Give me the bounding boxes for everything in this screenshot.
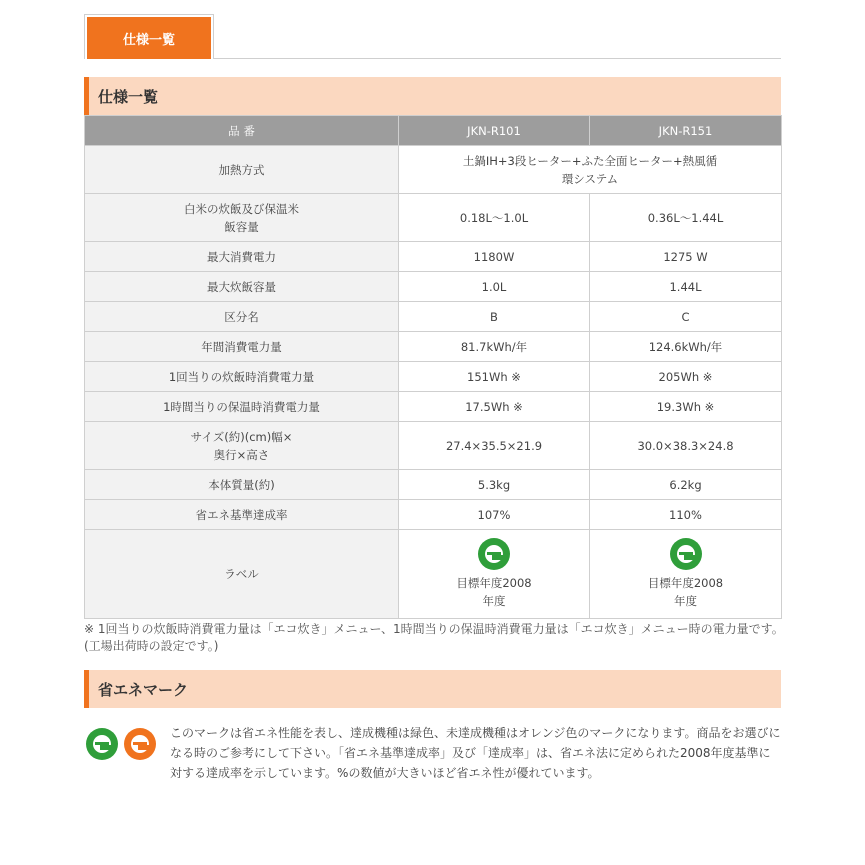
header-jkn-r101: JKN-R101: [399, 116, 590, 146]
row-label: 1時間当りの保温時消費電力量: [85, 392, 399, 422]
header-model: 品 番: [85, 116, 399, 146]
table-cell: 5.3kg: [399, 470, 590, 500]
tab-spec-list[interactable]: [84, 14, 214, 59]
table-cell: 205Wh ※: [590, 362, 782, 392]
table-row: [85, 530, 782, 619]
table-cell: 81.7kWh/年: [399, 332, 590, 362]
table-cell: 6.2kg: [590, 470, 782, 500]
eco-e-mark-icon: [670, 538, 702, 570]
row-label: 最大炊飯容量: [85, 272, 399, 302]
table-row: [85, 146, 782, 194]
table-row: [85, 500, 782, 530]
eco-marks: [86, 728, 161, 762]
row-label: ラベル: [85, 530, 399, 619]
table-cell: 19.3Wh ※: [590, 392, 782, 422]
table-row: [85, 194, 782, 242]
row-label: 白米の炊飯及び保温米飯容量: [85, 194, 399, 242]
table-row: [85, 242, 782, 272]
row-label: サイズ(約)(cm)幅×奥行×高さ: [85, 422, 399, 470]
table-cell: C: [590, 302, 782, 332]
tab-label: 仕様一覧: [87, 17, 211, 59]
table-row: [85, 272, 782, 302]
row-label: 省エネ基準達成率: [85, 500, 399, 530]
footnote: ※ 1回当りの炊飯時消費電力量は「エコ炊き」メニュー、1時間当りの保温時消費電力量は「エコ炊き」メニュー時の電力量です。(工場出荷時の設定です。): [84, 622, 784, 653]
table-cell: B: [399, 302, 590, 332]
table-cell: 1180W: [399, 242, 590, 272]
table-cell: [590, 530, 782, 619]
table-cell: 110%: [590, 500, 782, 530]
table-cell: 1.44L: [590, 272, 782, 302]
label-target-year: 目標年度2008年度: [647, 576, 724, 608]
eco-e-mark-icon: [478, 538, 510, 570]
table-cell: 124.6kWh/年: [590, 332, 782, 362]
table-cell: [399, 530, 590, 619]
table-cell: 1275 W: [590, 242, 782, 272]
row-label: 加熱方式: [85, 146, 399, 194]
table-cell: 30.0×38.3×24.8: [590, 422, 782, 470]
table-cell: 0.36L～1.44L: [590, 194, 782, 242]
table-header-row: [85, 116, 782, 146]
table-cell: 27.4×35.5×21.9: [399, 422, 590, 470]
table-row: [85, 470, 782, 500]
eco-mark-description: このマークは省エネ性能を表し、達成機種は緑色、未達成機種はオレンジ色のマークになります。商品をお選びになる時のご参考にして下さい。「省エネ基準達成率」及び「達成率」は、省エネ法に定められた2008年度基準に対する達成率を示しています。%の数値が大きいほど省エネ性が優れています。: [170, 726, 781, 780]
row-label: 本体質量(約): [85, 470, 399, 500]
table-cell: 107%: [399, 500, 590, 530]
table-row: [85, 302, 782, 332]
table-row: [85, 392, 782, 422]
row-label: 1回当りの炊飯時消費電力量: [85, 362, 399, 392]
table-cell: 151Wh ※: [399, 362, 590, 392]
table-cell: 1.0L: [399, 272, 590, 302]
header-jkn-r151: JKN-R151: [590, 116, 782, 146]
table-cell: 17.5Wh ※: [399, 392, 590, 422]
spec-table: [84, 115, 782, 619]
row-label: 年間消費電力量: [85, 332, 399, 362]
table-cell: 0.18L～1.0L: [399, 194, 590, 242]
table-row: [85, 362, 782, 392]
eco-section-title: 省エネマーク: [84, 670, 781, 708]
table-row: [85, 332, 782, 362]
eco-green-mark-icon: [86, 728, 118, 760]
cell-heating-method: 土鍋IH+3段ヒーター+ふた全面ヒーター+熱風循環システム: [399, 146, 782, 194]
row-label: 最大消費電力: [85, 242, 399, 272]
label-target-year: 目標年度2008年度: [456, 576, 532, 608]
table-row: [85, 422, 782, 470]
tab-bar: [84, 14, 781, 59]
spec-section-title: 仕様一覧: [84, 77, 781, 115]
eco-orange-mark-icon: [124, 728, 156, 760]
row-label: 区分名: [85, 302, 399, 332]
